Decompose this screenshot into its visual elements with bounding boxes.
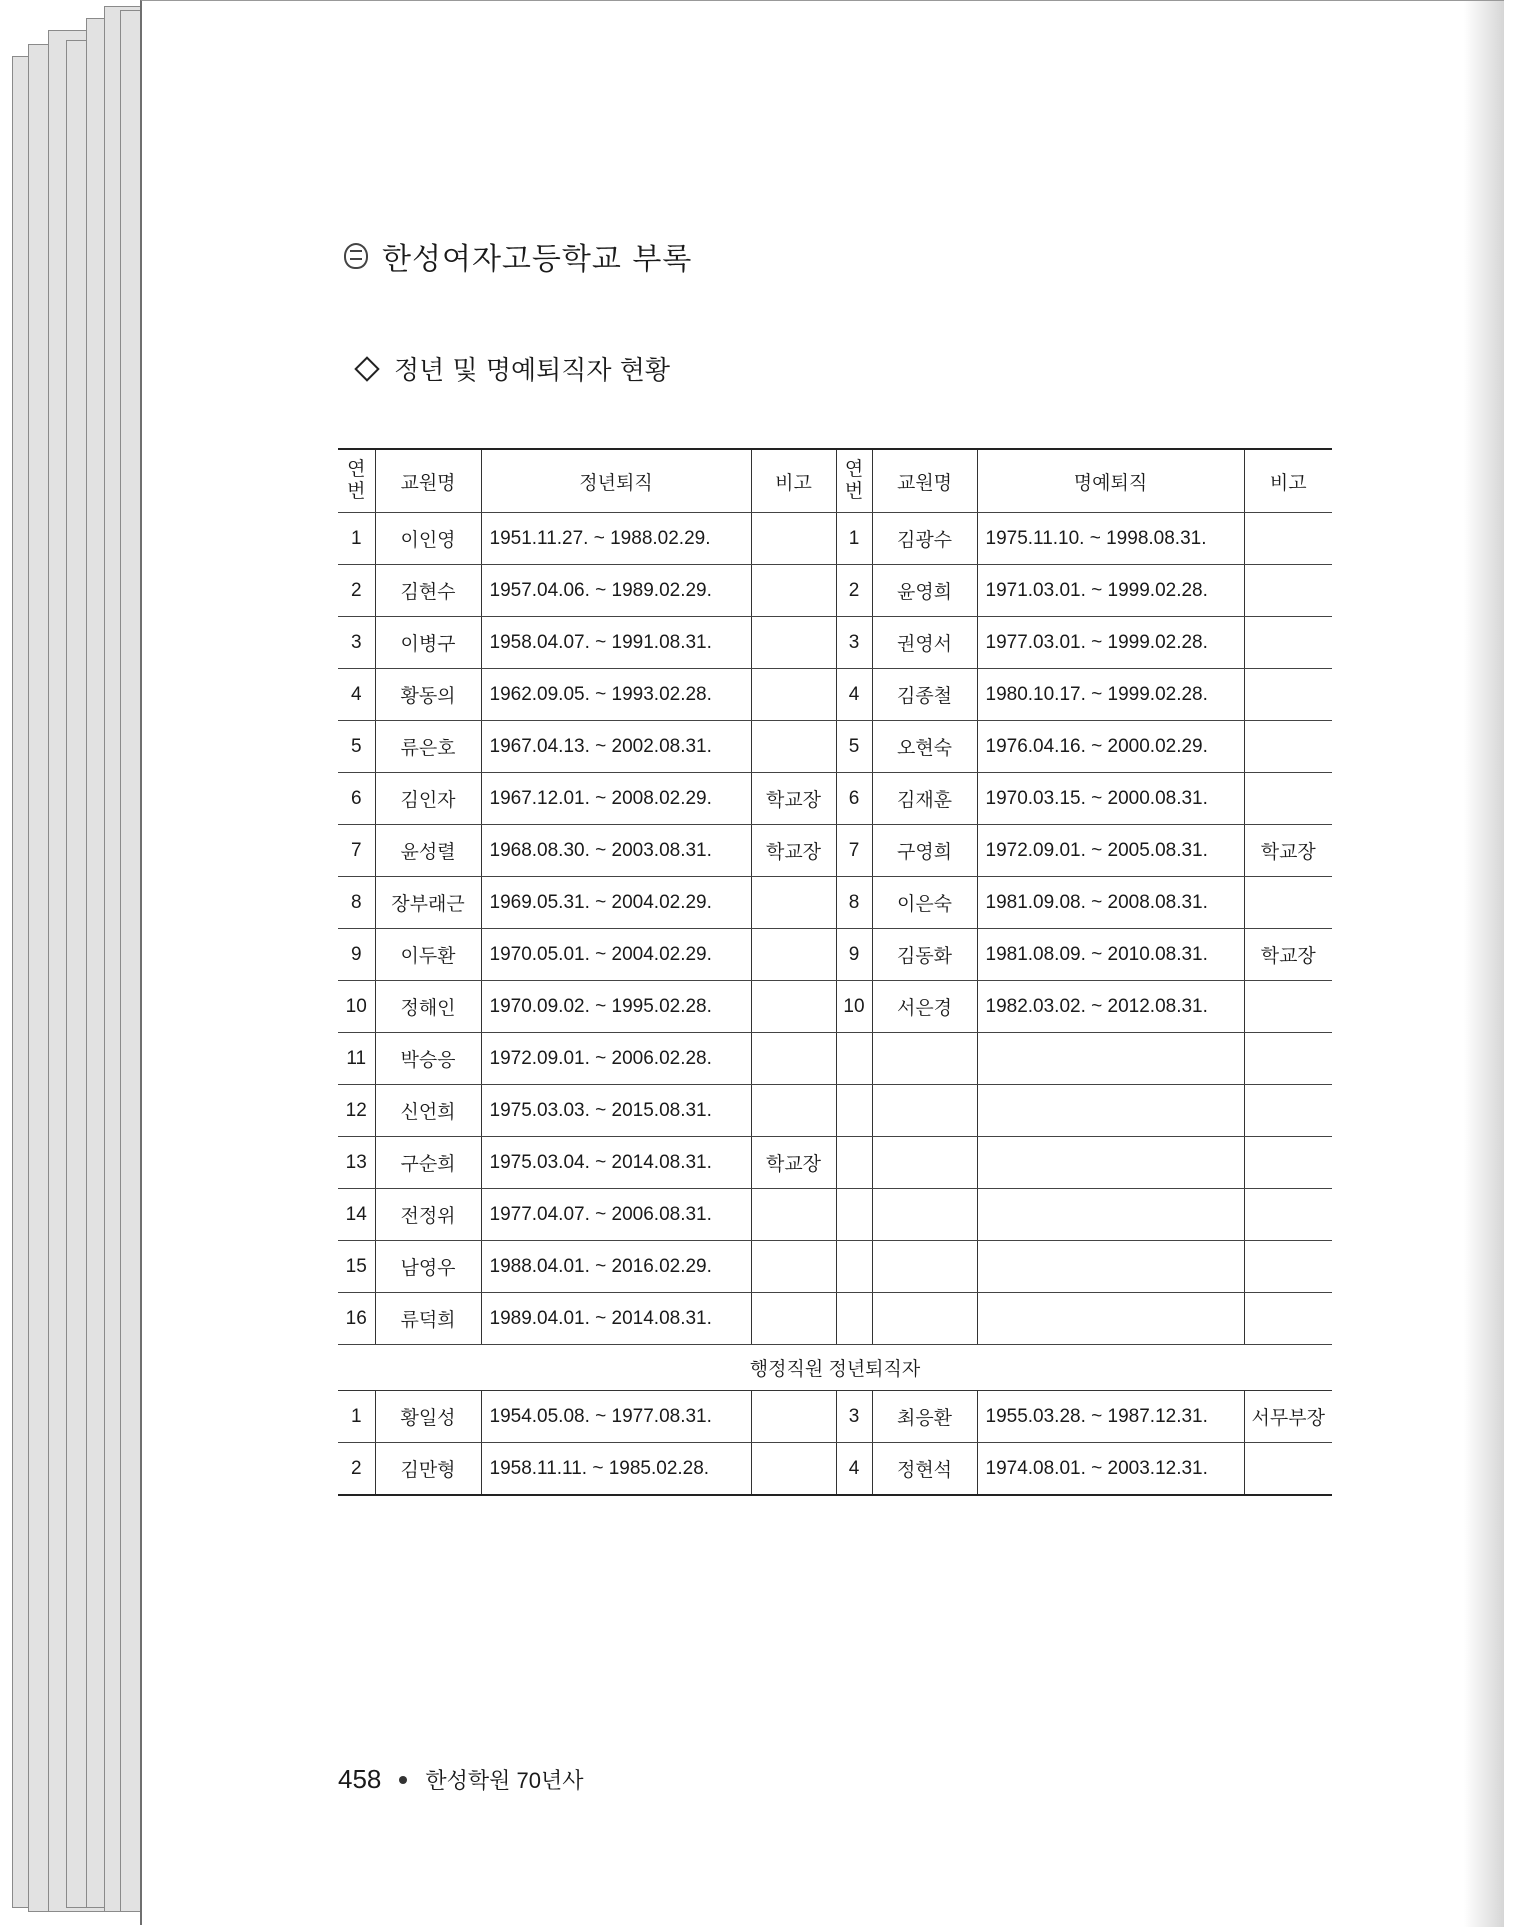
cell-honorary-period (977, 1241, 1244, 1293)
cell-teacher-name-2: 김광수 (872, 513, 977, 565)
cell-teacher-name-2 (872, 1137, 977, 1189)
cell-teacher-name-2: 김종철 (872, 669, 977, 721)
cell-teacher-name: 전정위 (375, 1189, 481, 1241)
cell-teacher-name-2: 김동화 (872, 929, 977, 981)
table-row (338, 825, 1332, 877)
cell-honorary-period (977, 1293, 1244, 1345)
table-row (338, 1189, 1332, 1241)
page-footer (338, 1764, 584, 1795)
school-emblem-icon (344, 243, 368, 269)
cell-serial: 9 (338, 929, 375, 981)
cell-note-2: 서무부장 (1244, 1391, 1332, 1443)
cell-serial: 11 (338, 1033, 375, 1085)
cell-serial: 4 (338, 669, 375, 721)
cell-retirement-period: 1989.04.01. ~ 2014.08.31. (481, 1293, 751, 1345)
cell-serial-2 (836, 1085, 872, 1137)
cell-teacher-name-2: 윤영희 (872, 565, 977, 617)
table-header-row (338, 449, 1332, 513)
cell-teacher-name: 정해인 (375, 981, 481, 1033)
cell-serial-2 (836, 1241, 872, 1293)
cell-note-2 (1244, 1189, 1332, 1241)
cell-serial: 12 (338, 1085, 375, 1137)
table-row (338, 981, 1332, 1033)
cell-note-2 (1244, 1241, 1332, 1293)
cell-teacher-name-2 (872, 1033, 977, 1085)
cell-serial: 2 (338, 565, 375, 617)
cell-honorary-period: 1981.09.08. ~ 2008.08.31. (977, 877, 1244, 929)
cell-honorary-period: 1971.03.01. ~ 1999.02.28. (977, 565, 1244, 617)
cell-serial: 3 (338, 617, 375, 669)
cell-note-2 (1244, 773, 1332, 825)
cell-teacher-name: 이병구 (375, 617, 481, 669)
cell-teacher-name: 김만형 (375, 1443, 481, 1496)
cell-serial: 13 (338, 1137, 375, 1189)
cell-retirement-period: 1970.09.02. ~ 1995.02.28. (481, 981, 751, 1033)
cell-retirement-period: 1957.04.06. ~ 1989.02.29. (481, 565, 751, 617)
header-retirement: 정년퇴직 (481, 449, 751, 513)
cell-note (751, 1293, 836, 1345)
cell-note (751, 669, 836, 721)
cell-retirement-period: 1967.12.01. ~ 2008.02.29. (481, 773, 751, 825)
table-row (338, 1391, 1332, 1443)
cell-serial-2: 7 (836, 825, 872, 877)
cell-honorary-period (977, 1189, 1244, 1241)
cell-honorary-period: 1982.03.02. ~ 2012.08.31. (977, 981, 1244, 1033)
book-title: 한성학원 70년사 (425, 1768, 584, 1793)
cell-teacher-name: 구순희 (375, 1137, 481, 1189)
cell-serial-2: 6 (836, 773, 872, 825)
cell-honorary-period: 1974.08.01. ~ 2003.12.31. (977, 1443, 1244, 1496)
cell-serial-2: 8 (836, 877, 872, 929)
cell-note: 학교장 (751, 825, 836, 877)
cell-retirement-period: 1958.04.07. ~ 1991.08.31. (481, 617, 751, 669)
cell-serial-2 (836, 1033, 872, 1085)
cell-note-2 (1244, 1137, 1332, 1189)
table-row (338, 565, 1332, 617)
table-row (338, 1443, 1332, 1496)
cell-teacher-name: 김인자 (375, 773, 481, 825)
table-row (338, 513, 1332, 565)
cell-serial: 2 (338, 1443, 375, 1496)
cell-retirement-period: 1975.03.03. ~ 2015.08.31. (481, 1085, 751, 1137)
table-row (338, 617, 1332, 669)
cell-note (751, 617, 836, 669)
cell-teacher-name-2 (872, 1085, 977, 1137)
table-row (338, 1137, 1332, 1189)
cell-retirement-period: 1975.03.04. ~ 2014.08.31. (481, 1137, 751, 1189)
page-curl-shadow (1464, 1, 1504, 1927)
cell-note: 학교장 (751, 773, 836, 825)
header-honorary-retirement: 명예퇴직 (977, 449, 1244, 513)
cell-teacher-name: 황동의 (375, 669, 481, 721)
cell-serial: 6 (338, 773, 375, 825)
cell-note-2 (1244, 721, 1332, 773)
cell-note (751, 981, 836, 1033)
cell-note-2 (1244, 1033, 1332, 1085)
cell-teacher-name-2: 구영희 (872, 825, 977, 877)
cell-serial: 15 (338, 1241, 375, 1293)
cell-honorary-period: 1977.03.01. ~ 1999.02.28. (977, 617, 1244, 669)
cell-retirement-period: 1954.05.08. ~ 1977.08.31. (481, 1391, 751, 1443)
cell-serial: 8 (338, 877, 375, 929)
cell-serial: 5 (338, 721, 375, 773)
cell-note-2: 학교장 (1244, 929, 1332, 981)
cell-teacher-name: 장부래근 (375, 877, 481, 929)
cell-retirement-period: 1969.05.31. ~ 2004.02.29. (481, 877, 751, 929)
cell-teacher-name-2: 김재훈 (872, 773, 977, 825)
cell-note-2 (1244, 877, 1332, 929)
cell-note (751, 929, 836, 981)
cell-teacher-name: 류은호 (375, 721, 481, 773)
table-row (338, 877, 1332, 929)
page-number: 458 (338, 1764, 382, 1794)
bullet-dot-icon (399, 1776, 407, 1784)
cell-teacher-name: 김현수 (375, 565, 481, 617)
header-serial: 연 번 (338, 449, 375, 513)
cell-serial-2 (836, 1189, 872, 1241)
cell-note (751, 1241, 836, 1293)
cell-teacher-name: 류덕희 (375, 1293, 481, 1345)
cell-teacher-name-2: 이은숙 (872, 877, 977, 929)
cell-honorary-period: 1981.08.09. ~ 2010.08.31. (977, 929, 1244, 981)
section-heading (358, 350, 670, 387)
cell-retirement-period: 1988.04.01. ~ 2016.02.29. (481, 1241, 751, 1293)
cell-teacher-name: 윤성렬 (375, 825, 481, 877)
cell-teacher-name: 신언희 (375, 1085, 481, 1137)
cell-teacher-name-2 (872, 1293, 977, 1345)
cell-retirement-period: 1970.05.01. ~ 2004.02.29. (481, 929, 751, 981)
cell-honorary-period: 1975.11.10. ~ 1998.08.31. (977, 513, 1244, 565)
diamond-icon (354, 356, 379, 381)
cell-honorary-period: 1955.03.28. ~ 1987.12.31. (977, 1391, 1244, 1443)
cell-teacher-name: 이두환 (375, 929, 481, 981)
cell-note-2 (1244, 565, 1332, 617)
cell-teacher-name-2: 정현석 (872, 1443, 977, 1496)
cell-serial: 1 (338, 1391, 375, 1443)
admin-staff-subheading-row (338, 1345, 1332, 1391)
cell-serial-2: 5 (836, 721, 872, 773)
cell-note (751, 513, 836, 565)
header-note-2: 비고 (1244, 449, 1332, 513)
table-row (338, 929, 1332, 981)
cell-teacher-name-2: 최응환 (872, 1391, 977, 1443)
cell-honorary-period: 1972.09.01. ~ 2005.08.31. (977, 825, 1244, 877)
retirement-table (338, 448, 1332, 1496)
cell-teacher-name: 남영우 (375, 1241, 481, 1293)
table-row (338, 669, 1332, 721)
cell-serial-2: 4 (836, 669, 872, 721)
table-row (338, 773, 1332, 825)
header-teacher-name: 교원명 (375, 449, 481, 513)
header-teacher-name-2: 교원명 (872, 449, 977, 513)
cell-note (751, 1189, 836, 1241)
cell-serial-2: 9 (836, 929, 872, 981)
cell-teacher-name: 황일성 (375, 1391, 481, 1443)
cell-retirement-period: 1958.11.11. ~ 1985.02.28. (481, 1443, 751, 1496)
table-row (338, 1033, 1332, 1085)
cell-honorary-period (977, 1033, 1244, 1085)
cell-note-2 (1244, 1443, 1332, 1496)
cell-honorary-period: 1970.03.15. ~ 2000.08.31. (977, 773, 1244, 825)
cell-note-2 (1244, 669, 1332, 721)
admin-staff-subheading: 행정직원 정년퇴직자 (338, 1345, 1332, 1391)
cell-retirement-period: 1968.08.30. ~ 2003.08.31. (481, 825, 751, 877)
cell-serial: 16 (338, 1293, 375, 1345)
cell-serial-2: 2 (836, 565, 872, 617)
cell-honorary-period: 1980.10.17. ~ 1999.02.28. (977, 669, 1244, 721)
cell-honorary-period (977, 1085, 1244, 1137)
cell-note (751, 1443, 836, 1496)
cell-retirement-period: 1967.04.13. ~ 2002.08.31. (481, 721, 751, 773)
cell-serial-2: 10 (836, 981, 872, 1033)
cell-note-2 (1244, 1085, 1332, 1137)
cell-serial-2 (836, 1137, 872, 1189)
cell-note: 학교장 (751, 1137, 836, 1189)
cell-note (751, 1085, 836, 1137)
cell-note (751, 877, 836, 929)
cell-note (751, 1391, 836, 1443)
table-row (338, 721, 1332, 773)
cell-note (751, 565, 836, 617)
cell-serial-2: 1 (836, 513, 872, 565)
cell-note-2 (1244, 617, 1332, 669)
cell-teacher-name-2: 권영서 (872, 617, 977, 669)
cell-note-2 (1244, 513, 1332, 565)
cell-serial: 14 (338, 1189, 375, 1241)
table-row (338, 1085, 1332, 1137)
cell-note-2 (1244, 981, 1332, 1033)
cell-note (751, 1033, 836, 1085)
cell-retirement-period: 1951.11.27. ~ 1988.02.29. (481, 513, 751, 565)
cell-teacher-name-2: 오현숙 (872, 721, 977, 773)
table-row (338, 1293, 1332, 1345)
cell-note-2 (1244, 1293, 1332, 1345)
cell-teacher-name-2: 서은경 (872, 981, 977, 1033)
cell-teacher-name: 이인영 (375, 513, 481, 565)
cell-serial-2: 3 (836, 1391, 872, 1443)
cell-retirement-period: 1972.09.01. ~ 2006.02.28. (481, 1033, 751, 1085)
cell-serial: 1 (338, 513, 375, 565)
table-row (338, 1241, 1332, 1293)
cell-serial: 10 (338, 981, 375, 1033)
section-title: 정년 및 명예퇴직자 현황 (394, 356, 670, 386)
page-header (344, 234, 692, 278)
header-title: 한성여자고등학교 부록 (382, 242, 693, 277)
cell-serial: 7 (338, 825, 375, 877)
cell-retirement-period: 1962.09.05. ~ 1993.02.28. (481, 669, 751, 721)
cell-teacher-name-2 (872, 1241, 977, 1293)
cell-retirement-period: 1977.04.07. ~ 2006.08.31. (481, 1189, 751, 1241)
cell-note (751, 721, 836, 773)
cell-serial-2 (836, 1293, 872, 1345)
cell-honorary-period (977, 1137, 1244, 1189)
cell-note-2: 학교장 (1244, 825, 1332, 877)
cell-serial-2: 4 (836, 1443, 872, 1496)
cell-teacher-name: 박승응 (375, 1033, 481, 1085)
cell-honorary-period: 1976.04.16. ~ 2000.02.29. (977, 721, 1244, 773)
header-note: 비고 (751, 449, 836, 513)
cell-teacher-name-2 (872, 1189, 977, 1241)
book-page-edges (0, 0, 150, 1926)
cell-serial-2: 3 (836, 617, 872, 669)
header-serial-2: 연 번 (836, 449, 872, 513)
